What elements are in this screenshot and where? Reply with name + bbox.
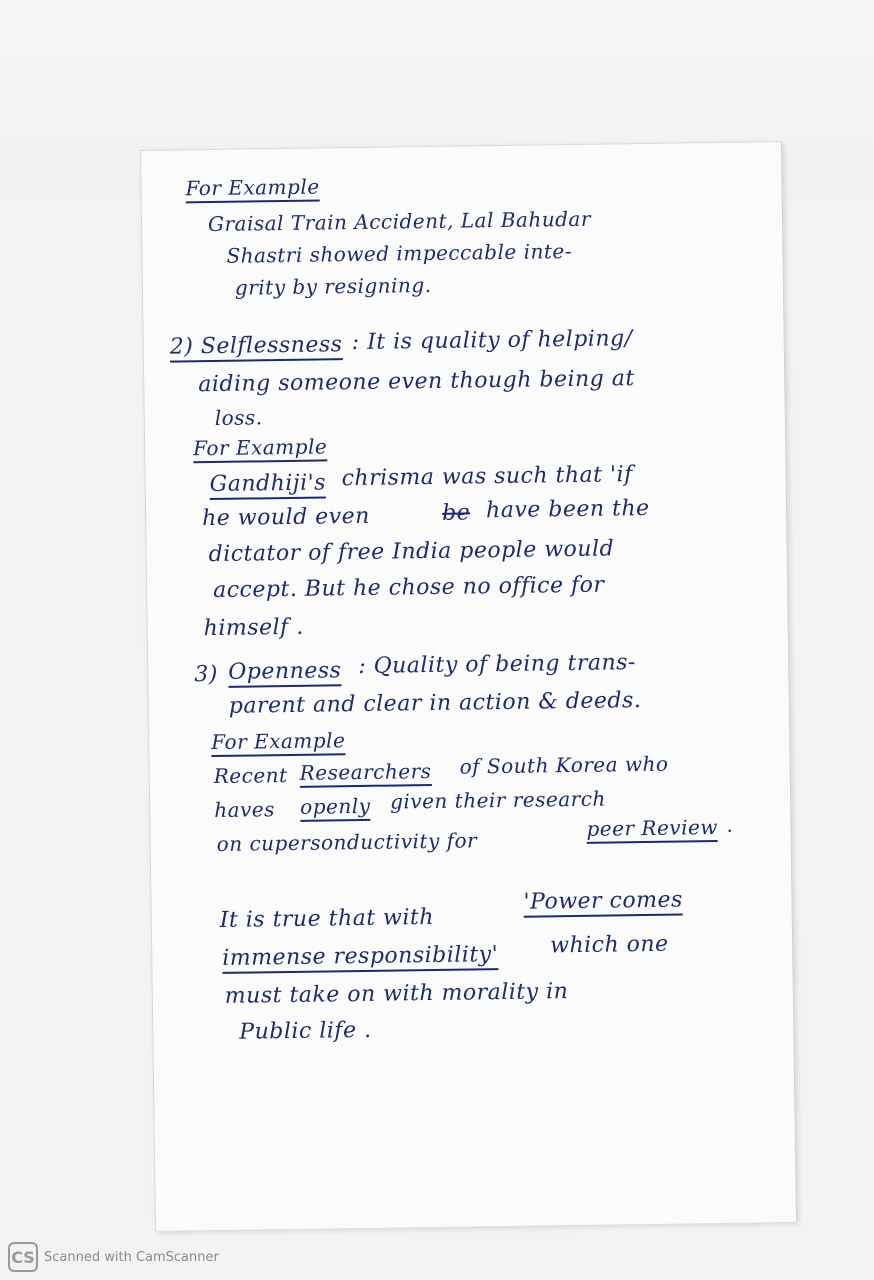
note-line: on cupersonductivity for <box>216 828 478 856</box>
note-line: of South Korea who <box>459 751 669 779</box>
note-line: accept. But he chose no office for <box>212 572 605 604</box>
note-line: Graisal Train Accident, Lal Bahudar <box>207 206 592 237</box>
note-line: aiding someone even though being at <box>198 366 635 398</box>
underlined-word: Researchers <box>300 759 432 788</box>
underlined-word: openly <box>300 794 371 822</box>
point-label-openness: Openness <box>228 658 341 688</box>
note-line: grity by resigning. <box>234 272 432 300</box>
note-line: haves <box>214 797 276 823</box>
example-heading: For Example <box>185 174 319 203</box>
underlined-word: Gandhiji's <box>210 470 327 500</box>
underlined-word: 'Power comes <box>523 887 683 917</box>
note-line: Shastri showed impeccable inte- <box>226 238 573 268</box>
note-line: dictator of free India people would <box>208 536 615 568</box>
note-line: he would even <box>201 503 370 532</box>
note-line: parent and clear in action & deeds. <box>228 688 642 719</box>
example-heading: For Example <box>211 728 345 757</box>
note-line: must take on with morality in <box>224 979 569 1009</box>
note-line: : Quality of being trans- <box>358 650 637 680</box>
watermark-label: Scanned with CamScanner <box>44 1249 219 1265</box>
note-line: Recent <box>213 763 288 789</box>
note-line: himself . <box>203 614 304 642</box>
note-line: : It is quality of helping/ <box>351 326 633 356</box>
camscanner-logo-icon: CS <box>8 1242 38 1272</box>
underlined-word: immense responsibility' <box>222 942 498 974</box>
note-line: loss. <box>214 405 263 430</box>
underlined-word: peer Review <box>586 815 718 844</box>
notebook-page <box>140 141 797 1231</box>
struck-word: be <box>441 500 471 526</box>
point-label-selflessness: 2) Selflessness <box>170 332 343 362</box>
note-line: have been the <box>485 495 650 524</box>
note-line: . <box>726 812 734 837</box>
note-line: It is true that with <box>219 904 435 933</box>
point-number: 3) <box>194 661 219 688</box>
note-line: given their research <box>389 786 606 814</box>
handwritten-notes <box>141 142 796 1231</box>
note-line: which one <box>549 931 669 959</box>
note-line: Public life . <box>239 1017 372 1045</box>
scanner-watermark <box>8 1242 219 1272</box>
note-line: chrisma was such that 'if <box>341 462 633 492</box>
example-heading: For Example <box>193 434 327 463</box>
